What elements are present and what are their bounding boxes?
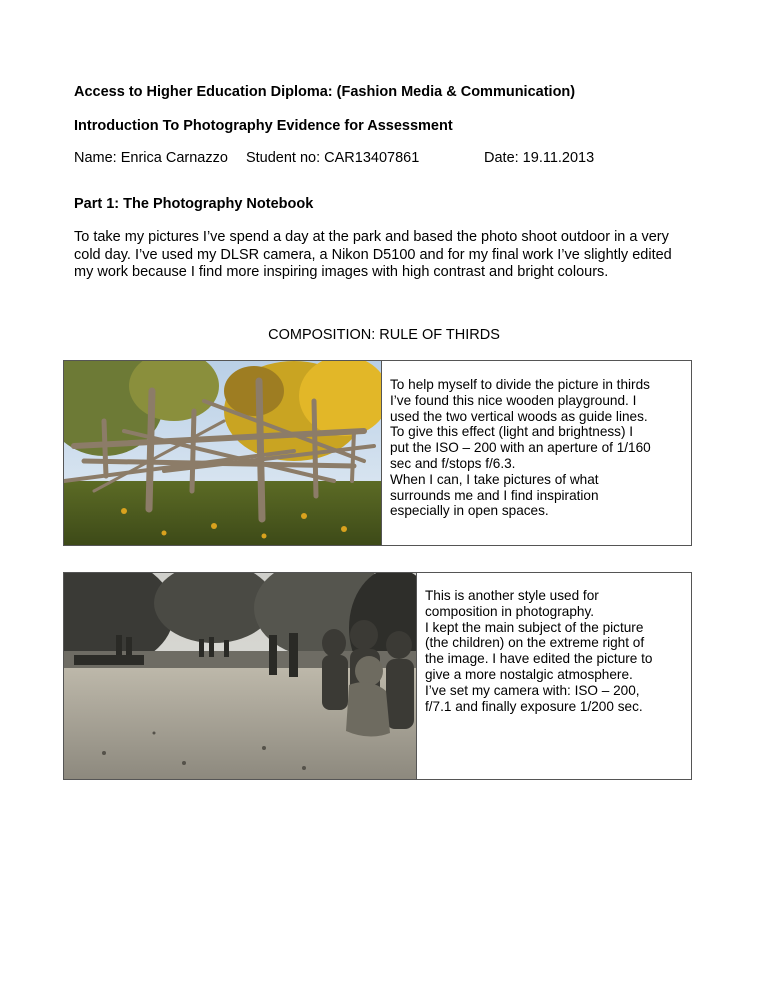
intro-paragraph: To take my pictures I’ve spend a day at the park and based the photo shoot outdoor in a very cold day. I’ve used my DLSR camera, a Nikon D5100 and for my final work I’ve slightly edited my work because I find more inspiring images with high contrast and bright colours. — [74, 229, 672, 281]
description-line: When I can, I take pictures of what — [390, 471, 599, 487]
children-photo — [64, 573, 417, 779]
description-line: the image. I have edited the picture to — [425, 651, 653, 667]
playground-photo — [64, 361, 382, 545]
description-line: (the children) on the extreme right of — [425, 635, 645, 651]
description-line: especially in open spaces. — [390, 503, 549, 519]
description-line: give a more nostalgic atmosphere. — [425, 666, 633, 682]
student-name: Name: Enrica Carnazzo — [74, 150, 228, 166]
playground-photo-image — [64, 361, 381, 545]
description-line: sec and f/stops f/6.3. — [390, 455, 516, 471]
composition-title: COMPOSITION: RULE OF THIRDS — [268, 327, 500, 343]
submission-date: Date: 19.11.2013 — [484, 150, 595, 166]
description-line: I’ve found this nice wooden playground. I — [390, 392, 637, 408]
children-photo-image — [64, 573, 416, 779]
description-line: To give this effect (light and brightness) I — [390, 424, 634, 440]
description-line: This is another style used for — [425, 588, 599, 603]
photo-2-description — [425, 588, 685, 714]
description-line: used the two vertical woods as guide lines. — [390, 408, 648, 424]
description-line: I kept the main subject of the picture — [425, 619, 644, 635]
description-line: surrounds me and I find inspiration — [390, 487, 599, 503]
description-line: I’ve set my camera with: ISO – 200, — [425, 682, 640, 698]
student-info-row — [74, 150, 694, 166]
photo-entry-1 — [63, 360, 692, 546]
description-line: f/7.1 and finally exposure 1/200 sec. — [425, 698, 643, 714]
part-1-title: Part 1: The Photography Notebook — [74, 196, 314, 212]
photo-1-description — [390, 377, 686, 519]
student-number: Student no: CAR13407861 — [245, 150, 420, 166]
description-line: put the ISO – 200 with an aperture of 1/160 — [390, 440, 651, 456]
photo-entry-2 — [63, 572, 692, 780]
description-line: To help myself to divide the picture in thirds — [390, 377, 650, 392]
description-line: composition in photography. — [425, 603, 595, 619]
document-title: Access to Higher Education Diploma: (Fashion Media & Communication) — [74, 84, 576, 100]
document-subtitle: Introduction To Photography Evidence for Assessment — [74, 118, 453, 134]
